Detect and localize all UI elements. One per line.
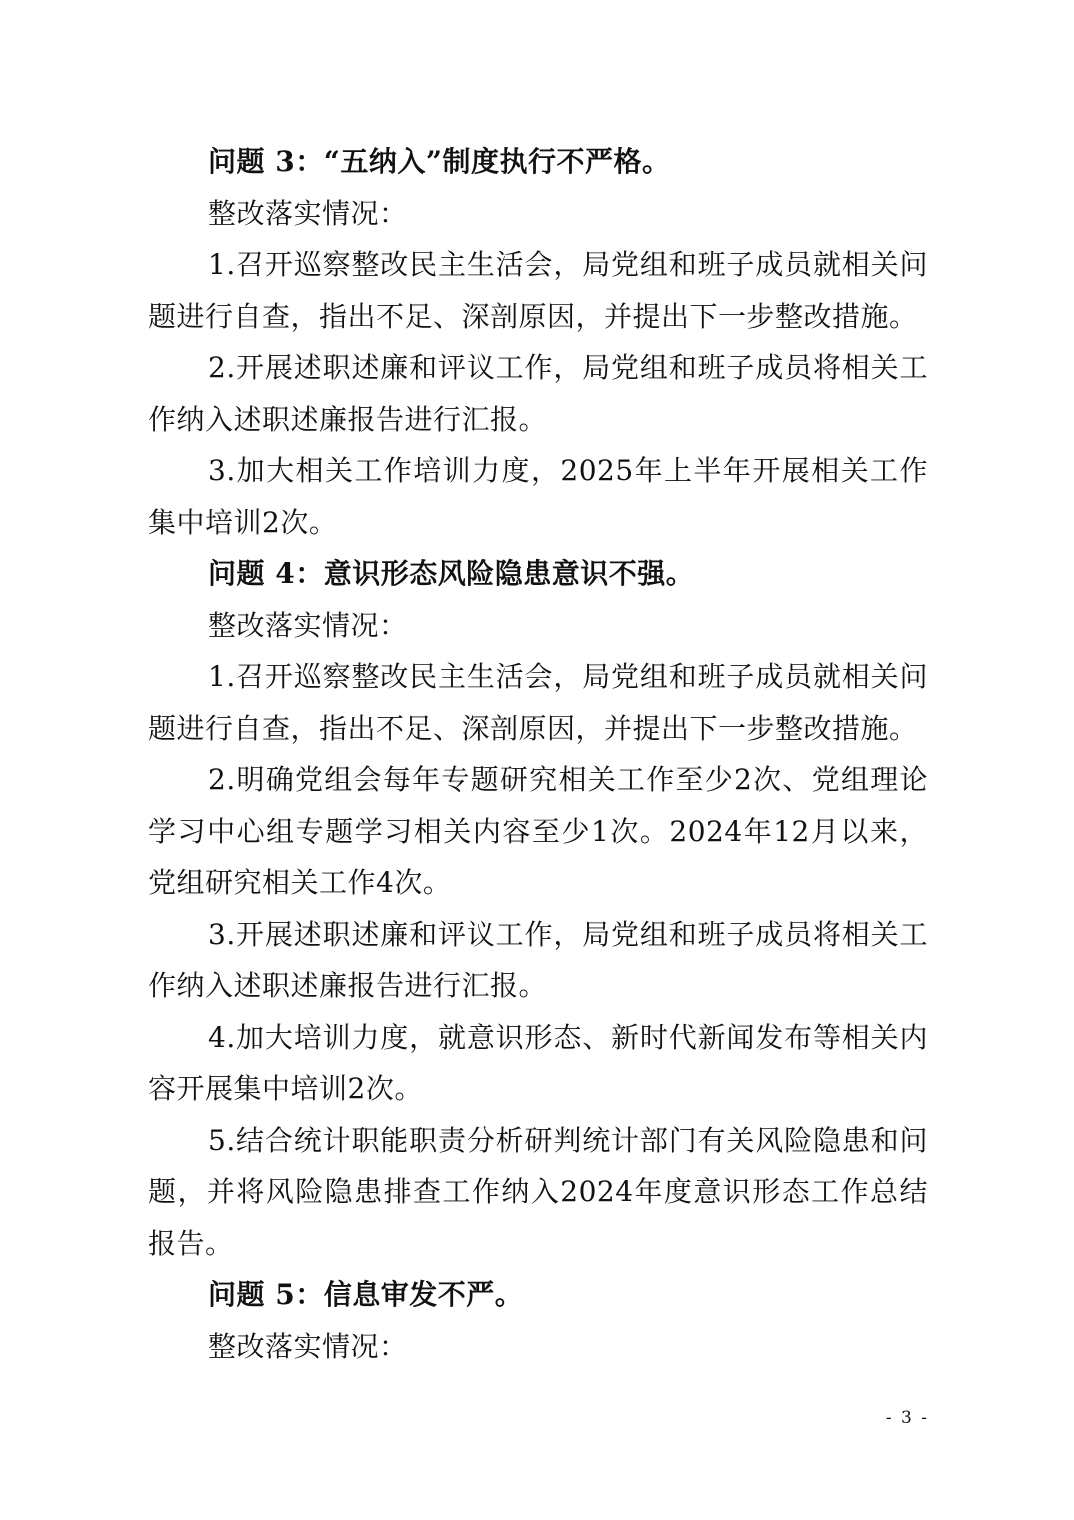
issue-5-subheading: 整改落实情况： [208, 1329, 408, 1363]
issue-4-subheading: 整改落实情况： [208, 608, 408, 642]
issue-4-item-1: 1.召开巡察整改民主生活会，局党组和班子成员就相关问题进行自查，指出不足、深剖原因，并提出下一步整改措施。 [148, 660, 928, 745]
document-body [148, 136, 928, 1372]
issue-4-item-4: 4.加大培训力度，就意识形态、新时代新闻发布等相关内容开展集中培训2次。 [148, 1020, 928, 1105]
issue-4-item-3: 3.开展述职述廉和评议工作，局党组和班子成员将相关工作纳入述职述廉报告进行汇报。 [148, 917, 928, 1002]
issue-4-heading: 问题 4：意识形态风险隐患意识不强。 [208, 557, 695, 590]
page-number: - 3 - [885, 1408, 929, 1428]
issue-3-subheading: 整改落实情况： [208, 196, 408, 230]
issue-4-item-5: 5.结合统计职能职责分析研判统计部门有关风险隐患和问题，并将风险隐患排查工作纳入2024年度意识形态工作总结报告。 [148, 1123, 928, 1260]
issue-3-item-2: 2.开展述职述廉和评议工作，局党组和班子成员将相关工作纳入述职述廉报告进行汇报。 [148, 351, 928, 436]
issue-3-heading: 问题 3：“五纳入”制度执行不严格。 [208, 145, 671, 178]
issue-4-item-2: 2.明确党组会每年专题研究相关工作至少2次、党组理论学习中心组专题学习相关内容至少1次。2024年12月以来，党组研究相关工作4次。 [148, 763, 928, 899]
issue-3-item-3: 3.加大相关工作培训力度，2025年上半年开展相关工作集中培训2次。 [148, 454, 928, 539]
issue-5-heading: 问题 5：信息审发不严。 [208, 1278, 524, 1311]
issue-3-item-1: 1.召开巡察整改民主生活会，局党组和班子成员就相关问题进行自查，指出不足、深剖原因，并提出下一步整改措施。 [148, 248, 928, 333]
